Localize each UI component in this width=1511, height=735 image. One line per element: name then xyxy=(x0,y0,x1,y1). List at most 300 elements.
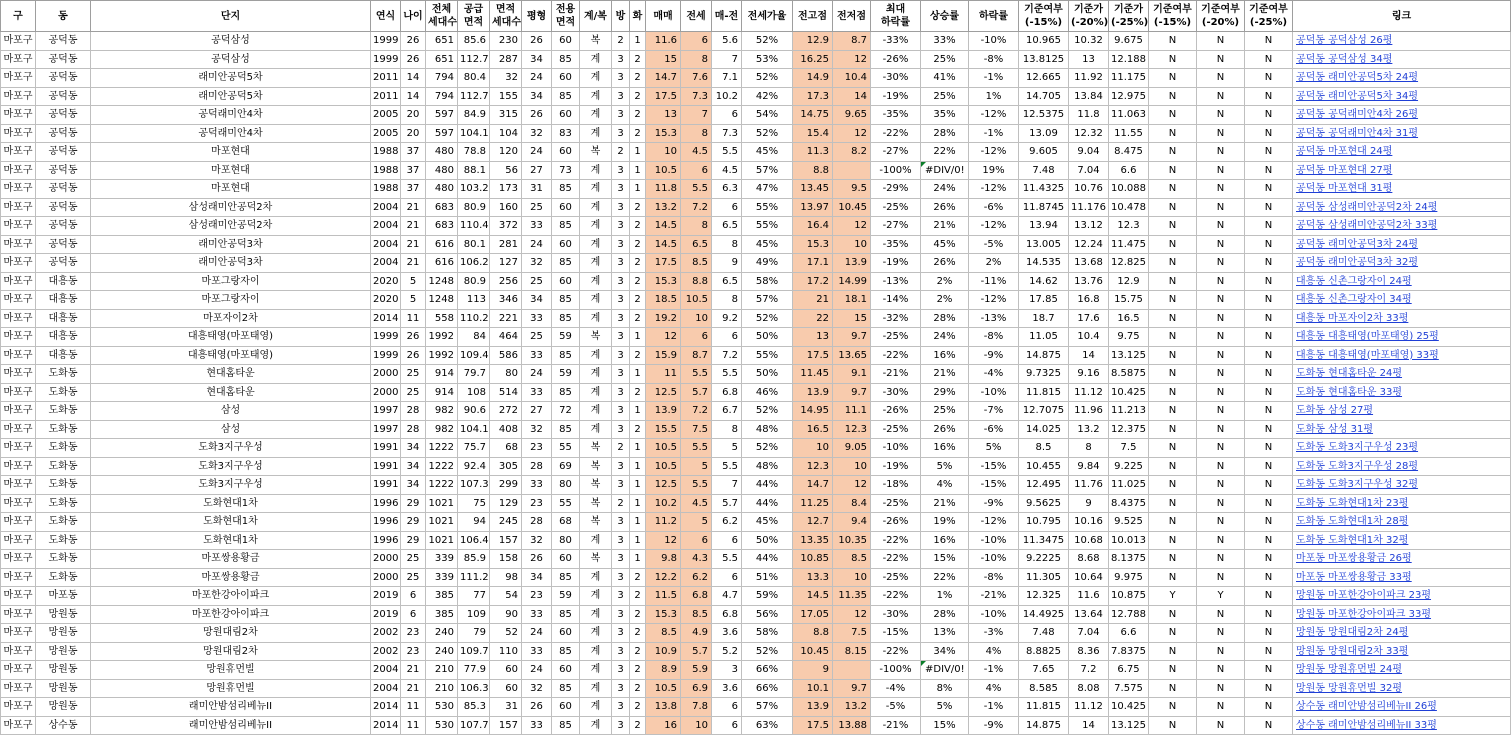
table-cell: 26 xyxy=(522,550,552,569)
table-cell: 8.8825 xyxy=(1019,642,1069,661)
table-cell: 마포구 xyxy=(1,346,36,365)
table-cell: N xyxy=(1245,235,1293,254)
table-cell: 마포구 xyxy=(1,642,36,661)
link-cell[interactable]: 공덕동 마포현대 27평 xyxy=(1293,161,1511,180)
table-row xyxy=(1,624,1511,643)
table-cell: 2002 xyxy=(371,624,401,643)
column-header[interactable] xyxy=(871,1,921,32)
link-cell[interactable]: 도화동 삼성 27평 xyxy=(1293,402,1511,421)
table-cell: 54 xyxy=(490,587,522,606)
table-cell: 16.5 xyxy=(1109,309,1149,328)
link-cell[interactable]: 망원동 망원휴먼빌 32평 xyxy=(1293,679,1511,698)
table-cell: 마포구 xyxy=(1,513,36,532)
table-cell: 마포구 xyxy=(1,420,36,439)
table-cell: 45% xyxy=(742,143,793,162)
table-cell: 1996 xyxy=(371,531,401,550)
table-cell: 계 xyxy=(580,642,612,661)
table-cell: 18.5 xyxy=(646,291,681,310)
table-cell: 7.48 xyxy=(1019,161,1069,180)
table-cell: 14 xyxy=(401,69,426,88)
table-cell: N xyxy=(1197,383,1245,402)
table-cell: N xyxy=(1149,513,1197,532)
column-header[interactable] xyxy=(458,1,490,32)
table-cell: 29% xyxy=(921,383,969,402)
table-cell: 5.7 xyxy=(681,383,712,402)
table-cell: 27 xyxy=(522,402,552,421)
column-header-label: 단지 xyxy=(220,10,241,22)
table-cell: N xyxy=(1245,679,1293,698)
table-cell: 110.2 xyxy=(458,309,490,328)
table-cell: N xyxy=(1245,383,1293,402)
table-cell: 339 xyxy=(426,568,458,587)
table-row xyxy=(1,328,1511,347)
table-cell: 23 xyxy=(522,494,552,513)
table-cell: N xyxy=(1149,568,1197,587)
table-cell: -100% xyxy=(871,161,921,180)
table-row xyxy=(1,143,1511,162)
table-cell: 1021 xyxy=(426,513,458,532)
table-cell: -3% xyxy=(969,624,1019,643)
column-header[interactable] xyxy=(921,1,969,32)
table-cell: 14 xyxy=(833,87,871,106)
link-cell[interactable]: 공덕동 래미안공덕3차 24평 xyxy=(1293,235,1511,254)
table-cell: 12.5 xyxy=(646,383,681,402)
table-cell: N xyxy=(1245,587,1293,606)
column-header[interactable] xyxy=(522,1,552,32)
table-body xyxy=(1,32,1511,735)
table-cell: N xyxy=(1245,624,1293,643)
table-cell: 마포구 xyxy=(1,402,36,421)
table-cell: 44% xyxy=(742,550,793,569)
table-cell: -25% xyxy=(871,420,921,439)
table-cell: 복 xyxy=(580,457,612,476)
table-cell: 10.32 xyxy=(1069,32,1109,51)
table-cell: 10.85 xyxy=(793,550,833,569)
column-header[interactable] xyxy=(1019,1,1069,32)
table-cell: 55% xyxy=(742,198,793,217)
table-cell: 2004 xyxy=(371,217,401,236)
table-cell: 계 xyxy=(580,180,612,199)
table-cell: 221 xyxy=(490,309,522,328)
table-cell: 8 xyxy=(1069,439,1109,458)
table-cell: 59 xyxy=(552,328,580,347)
link-cell[interactable]: 공덕동 마포현대 31평 xyxy=(1293,180,1511,199)
table-cell: 마포구 xyxy=(1,550,36,569)
table-cell: 14.75 xyxy=(793,106,833,125)
table-cell: 1 xyxy=(630,402,646,421)
table-cell: 79.7 xyxy=(458,365,490,384)
table-cell: 33% xyxy=(921,32,969,51)
table-cell: N xyxy=(1149,143,1197,162)
table-cell: 7.2 xyxy=(1069,661,1109,680)
table-cell: -12% xyxy=(969,143,1019,162)
table-cell: N xyxy=(1197,69,1245,88)
table-cell: 3 xyxy=(612,235,630,254)
table-cell: -5% xyxy=(969,235,1019,254)
table-cell: 11 xyxy=(401,309,426,328)
table-row xyxy=(1,32,1511,51)
table-cell: 108 xyxy=(458,383,490,402)
link-cell[interactable]: 공덕동 공덕삼성 26평 xyxy=(1293,32,1511,51)
table-cell: 9.05 xyxy=(833,439,871,458)
table-cell: 55% xyxy=(742,217,793,236)
link-cell[interactable]: 공덕동 삼성래미안공덕2차 24평 xyxy=(1293,198,1511,217)
column-header[interactable] xyxy=(712,1,742,32)
table-cell: 9.525 xyxy=(1109,513,1149,532)
table-cell: 8.585 xyxy=(1019,679,1069,698)
table-cell: N xyxy=(1197,439,1245,458)
table-cell: 75.7 xyxy=(458,439,490,458)
table-cell: 85.3 xyxy=(458,698,490,717)
column-header[interactable] xyxy=(580,1,612,32)
table-cell: 13.35 xyxy=(793,531,833,550)
link-cell[interactable]: 대흥동 마포자이2차 33평 xyxy=(1293,309,1511,328)
table-cell: 22% xyxy=(921,143,969,162)
table-cell: 52% xyxy=(742,309,793,328)
column-header[interactable] xyxy=(401,1,426,32)
link-cell[interactable]: 도화동 도화3지구우성 23평 xyxy=(1293,439,1511,458)
table-cell: 11 xyxy=(401,716,426,735)
link-cell[interactable]: 도화동 도화3지구우성 28평 xyxy=(1293,457,1511,476)
column-header[interactable] xyxy=(552,1,580,32)
link-cell[interactable]: 공덕동 래미안공덕5차 34평 xyxy=(1293,87,1511,106)
table-cell: 77 xyxy=(458,587,490,606)
table-cell: N xyxy=(1149,383,1197,402)
link-cell[interactable]: 대흥동 신촌그랑자이 24평 xyxy=(1293,272,1511,291)
table-cell: 도화동 xyxy=(36,531,91,550)
table-cell: 마포구 xyxy=(1,87,36,106)
table-cell: 106.3 xyxy=(458,679,490,698)
table-cell: 2 xyxy=(630,661,646,680)
table-cell: 112.7 xyxy=(458,50,490,69)
table-cell: -19% xyxy=(871,87,921,106)
table-row xyxy=(1,531,1511,550)
table-cell: 공덕동 xyxy=(36,124,91,143)
link-cell[interactable]: 망원동 마포한강아이파크 33평 xyxy=(1293,605,1511,624)
link-cell[interactable]: 도화동 도화현대1차 32평 xyxy=(1293,531,1511,550)
table-cell: 616 xyxy=(426,235,458,254)
link-cell[interactable]: 공덕동 공덕삼성 34평 xyxy=(1293,50,1511,69)
table-cell: 9.675 xyxy=(1109,32,1149,51)
table-cell: 31 xyxy=(522,180,552,199)
table-cell: 14.705 xyxy=(1019,87,1069,106)
table-cell: 1 xyxy=(630,513,646,532)
table-cell: 12.3 xyxy=(833,420,871,439)
table-cell: -30% xyxy=(871,69,921,88)
table-cell: 107.3 xyxy=(458,476,490,495)
link-cell[interactable]: 망원동 망원대림2차 33평 xyxy=(1293,642,1511,661)
column-header[interactable] xyxy=(630,1,646,32)
link-cell[interactable]: 망원동 망원휴먼빌 24평 xyxy=(1293,661,1511,680)
table-cell: 8.8 xyxy=(793,624,833,643)
table-cell: 6 xyxy=(712,328,742,347)
table-cell: 42% xyxy=(742,87,793,106)
column-header-label: 기준여부 xyxy=(1153,4,1192,15)
table-cell: 2% xyxy=(969,254,1019,273)
table-cell: 18.1 xyxy=(833,291,871,310)
table-cell: N xyxy=(1197,254,1245,273)
table-cell: 85 xyxy=(552,87,580,106)
table-cell: 85 xyxy=(552,254,580,273)
table-cell: #DIV/0! xyxy=(921,161,969,180)
table-cell: 11.815 xyxy=(1019,383,1069,402)
link-cell[interactable]: 망원동 망원대림2차 24평 xyxy=(1293,624,1511,643)
table-row xyxy=(1,383,1511,402)
table-cell: 4.3 xyxy=(681,550,712,569)
table-cell: 래미안공덕3차 xyxy=(91,254,371,273)
table-cell: 1999 xyxy=(371,328,401,347)
column-header[interactable] xyxy=(833,1,871,32)
table-cell: 1% xyxy=(921,587,969,606)
column-header[interactable] xyxy=(1109,1,1149,32)
link-cell[interactable]: 대흥동 신촌그랑자이 34평 xyxy=(1293,291,1511,310)
table-cell: N xyxy=(1245,439,1293,458)
table-cell: 5% xyxy=(921,457,969,476)
table-cell: 8.15 xyxy=(833,642,871,661)
table-row xyxy=(1,291,1511,310)
table-cell: N xyxy=(1197,272,1245,291)
table-cell: N xyxy=(1245,143,1293,162)
table-cell: 26% xyxy=(921,198,969,217)
table-cell: 14.875 xyxy=(1019,346,1069,365)
table-cell: 3 xyxy=(612,106,630,125)
column-header[interactable] xyxy=(371,1,401,32)
table-cell: 25 xyxy=(522,272,552,291)
table-cell: 28 xyxy=(522,513,552,532)
table-row xyxy=(1,124,1511,143)
table-cell: 7.48 xyxy=(1019,624,1069,643)
table-cell: 2004 xyxy=(371,661,401,680)
link-cell[interactable]: 공덕동 공덕래미안4차 26평 xyxy=(1293,106,1511,125)
table-cell: 12 xyxy=(833,605,871,624)
table-cell: -25% xyxy=(871,328,921,347)
column-header-label: 링크 xyxy=(1391,10,1412,22)
table-cell: 50% xyxy=(742,365,793,384)
table-row xyxy=(1,235,1511,254)
table-cell: 5.7 xyxy=(681,642,712,661)
table-cell: 14.7 xyxy=(793,476,833,495)
table-cell: 11.8 xyxy=(1069,106,1109,125)
table-cell: 21 xyxy=(401,679,426,698)
table-cell: 1999 xyxy=(371,346,401,365)
table-cell: 15 xyxy=(833,309,871,328)
link-cell[interactable]: 도화동 현대홈타운 33평 xyxy=(1293,383,1511,402)
table-cell: 복 xyxy=(580,476,612,495)
link-cell[interactable]: 도화동 현대홈타운 24평 xyxy=(1293,365,1511,384)
table-cell: 210 xyxy=(426,679,458,698)
link-cell[interactable]: 마포동 마포쌍용황금 26평 xyxy=(1293,550,1511,569)
table-cell: 공덕동 xyxy=(36,143,91,162)
table-cell: 1992 xyxy=(426,328,458,347)
column-header[interactable] xyxy=(1293,1,1511,32)
table-cell: 공덕동 xyxy=(36,69,91,88)
link-cell[interactable]: 공덕동 삼성래미안공덕2차 33평 xyxy=(1293,217,1511,236)
table-cell: 마포구 xyxy=(1,679,36,698)
table-cell: 60 xyxy=(490,679,522,698)
table-cell: 1 xyxy=(630,328,646,347)
table-cell: 2020 xyxy=(371,272,401,291)
link-cell[interactable]: 망원동 마포한강아이파크 23평 xyxy=(1293,587,1511,606)
link-cell[interactable]: 도화동 도화현대1차 23평 xyxy=(1293,494,1511,513)
column-header[interactable] xyxy=(681,1,712,32)
link-cell[interactable]: 대흥동 대흥태영(마포태영) 25평 xyxy=(1293,328,1511,347)
column-header-label: 기준가 xyxy=(1074,4,1103,15)
column-header[interactable] xyxy=(1149,1,1197,32)
table-cell: 6 xyxy=(712,198,742,217)
column-header[interactable] xyxy=(36,1,91,32)
table-cell: 299 xyxy=(490,476,522,495)
column-header[interactable] xyxy=(426,1,458,32)
table-cell: N xyxy=(1245,309,1293,328)
table-cell: 마포구 xyxy=(1,235,36,254)
table-cell: 1991 xyxy=(371,476,401,495)
table-cell: 55 xyxy=(552,494,580,513)
table-cell: -21% xyxy=(871,716,921,735)
table-cell: 5.5 xyxy=(681,365,712,384)
table-cell: 173 xyxy=(490,180,522,199)
column-header[interactable] xyxy=(1,1,36,32)
table-cell: 13.9 xyxy=(646,402,681,421)
table-cell: 3.6 xyxy=(712,624,742,643)
table-cell: 48% xyxy=(742,457,793,476)
link-cell[interactable]: 공덕동 공덕래미안4차 31평 xyxy=(1293,124,1511,143)
table-cell: 683 xyxy=(426,217,458,236)
table-cell: 13.88 xyxy=(833,716,871,735)
column-header-label: 전세 xyxy=(686,10,706,22)
table-cell: N xyxy=(1149,235,1197,254)
table-cell: 11.96 xyxy=(1069,402,1109,421)
table-cell: N xyxy=(1149,272,1197,291)
table-cell: 59 xyxy=(552,587,580,606)
column-header[interactable] xyxy=(612,1,630,32)
table-cell: 6.5 xyxy=(681,235,712,254)
table-cell: 마포구 xyxy=(1,124,36,143)
table-cell: 14.99 xyxy=(833,272,871,291)
column-header[interactable] xyxy=(793,1,833,32)
table-cell: 복 xyxy=(580,328,612,347)
table-cell: N xyxy=(1149,402,1197,421)
table-cell: 상수동 xyxy=(36,716,91,735)
table-cell: N xyxy=(1245,272,1293,291)
table-cell: 16% xyxy=(921,439,969,458)
table-cell: 2000 xyxy=(371,383,401,402)
table-cell: 4% xyxy=(969,679,1019,698)
table-cell: 13.65 xyxy=(833,346,871,365)
table-cell: N xyxy=(1149,198,1197,217)
column-header[interactable] xyxy=(1197,1,1245,32)
link-cell[interactable]: 대흥동 대흥태영(마포태영) 33평 xyxy=(1293,346,1511,365)
column-header[interactable] xyxy=(1245,1,1293,32)
table-cell: 3 xyxy=(612,217,630,236)
table-cell: N xyxy=(1197,180,1245,199)
table-cell: -25% xyxy=(871,198,921,217)
link-cell[interactable]: 도화동 도화현대1차 28평 xyxy=(1293,513,1511,532)
table-cell: #DIV/0! xyxy=(921,661,969,680)
table-cell: 90.6 xyxy=(458,402,490,421)
table-cell: 망원대림2차 xyxy=(91,624,371,643)
table-cell: 155 xyxy=(490,87,522,106)
table-cell: 17.05 xyxy=(793,605,833,624)
table-cell: -1% xyxy=(969,69,1019,88)
table-cell: N xyxy=(1245,254,1293,273)
table-cell: 망원동 xyxy=(36,624,91,643)
header-row xyxy=(1,1,1511,32)
table-cell: 6.6 xyxy=(1109,161,1149,180)
table-cell: 공덕동 xyxy=(36,50,91,69)
table-cell: 85.9 xyxy=(458,550,490,569)
table-cell: 109 xyxy=(458,605,490,624)
link-cell[interactable]: 공덕동 래미안공덕3차 32평 xyxy=(1293,254,1511,273)
table-cell: 계 xyxy=(580,309,612,328)
table-cell: 2000 xyxy=(371,550,401,569)
table-cell: 2% xyxy=(921,291,969,310)
table-cell: 240 xyxy=(426,642,458,661)
column-header[interactable] xyxy=(1069,1,1109,32)
column-header[interactable] xyxy=(969,1,1019,32)
table-cell: N xyxy=(1245,161,1293,180)
table-cell: 8.8 xyxy=(681,272,712,291)
table-cell: 50% xyxy=(742,328,793,347)
table-cell: 7.5 xyxy=(833,624,871,643)
table-cell: N xyxy=(1197,198,1245,217)
link-cell[interactable]: 상수동 래미안밤섬리베뉴II 33평 xyxy=(1293,716,1511,735)
table-cell: 6 xyxy=(681,531,712,550)
table-cell: N xyxy=(1197,124,1245,143)
link-cell[interactable]: 공덕동 마포현대 24평 xyxy=(1293,143,1511,162)
table-cell: 45% xyxy=(742,235,793,254)
table-cell: 12 xyxy=(833,124,871,143)
table-cell: 80.9 xyxy=(458,198,490,217)
table-cell: -12% xyxy=(969,106,1019,125)
table-cell: 공덕래미안4차 xyxy=(91,124,371,143)
link-cell[interactable]: 상수동 래미안밤섬리베뉴II 26평 xyxy=(1293,698,1511,717)
column-header[interactable] xyxy=(646,1,681,32)
table-cell: -33% xyxy=(871,32,921,51)
table-cell: 85 xyxy=(552,217,580,236)
table-cell: 21% xyxy=(921,365,969,384)
column-header[interactable] xyxy=(490,1,522,32)
table-cell: 20 xyxy=(401,106,426,125)
table-cell: 90 xyxy=(490,605,522,624)
link-cell[interactable]: 공덕동 래미안공덕5차 24평 xyxy=(1293,69,1511,88)
table-cell: 85 xyxy=(552,605,580,624)
table-cell: 35% xyxy=(921,106,969,125)
table-cell: N xyxy=(1245,365,1293,384)
column-header[interactable] xyxy=(91,1,371,32)
table-cell: 9.5 xyxy=(833,180,871,199)
table-cell: 9.84 xyxy=(1069,457,1109,476)
table-cell: 68 xyxy=(490,439,522,458)
table-cell: 85 xyxy=(552,568,580,587)
link-cell[interactable]: 도화동 도화3지구우성 32평 xyxy=(1293,476,1511,495)
table-cell: N xyxy=(1245,568,1293,587)
link-cell[interactable]: 도화동 삼성 31평 xyxy=(1293,420,1511,439)
column-header[interactable] xyxy=(742,1,793,32)
table-cell: 19% xyxy=(921,513,969,532)
table-cell: 19% xyxy=(969,161,1019,180)
table-cell: 11.175 xyxy=(1109,69,1149,88)
table-cell: 마포구 xyxy=(1,272,36,291)
table-cell: 10.088 xyxy=(1109,180,1149,199)
table-cell: 9.2225 xyxy=(1019,550,1069,569)
table-cell: 13% xyxy=(921,624,969,643)
table-cell: -10% xyxy=(871,439,921,458)
table-cell: N xyxy=(1245,402,1293,421)
link-cell[interactable]: 마포동 마포쌍용황금 33평 xyxy=(1293,568,1511,587)
table-cell: 6.8 xyxy=(712,383,742,402)
table-cell: 계 xyxy=(580,661,612,680)
table-cell: 10.4 xyxy=(833,69,871,88)
